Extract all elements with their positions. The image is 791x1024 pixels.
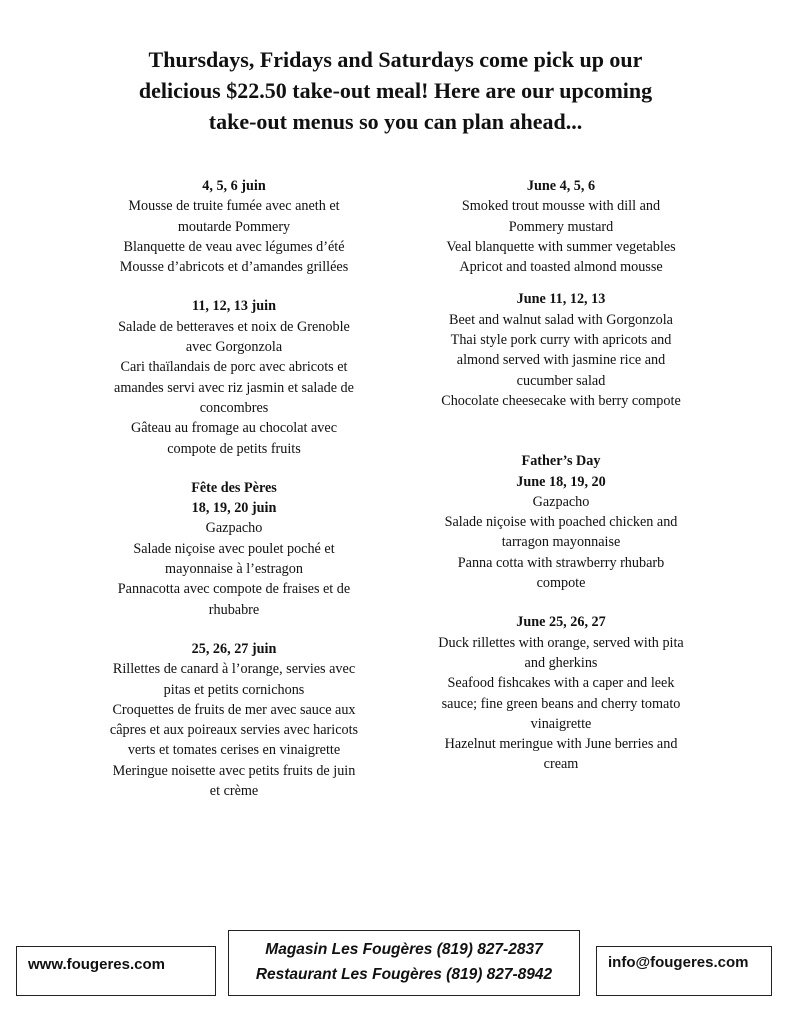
menu-title: Father’s Day: [521, 453, 601, 470]
menu-date: 25, 26, 27 juin: [191, 640, 277, 657]
english-menu-june-25-27: [418, 612, 704, 774]
menu-item: Blanquette de veau avec légumes d’été: [123, 238, 345, 255]
english-menu-june-4-6: [418, 176, 704, 277]
menu-item: cucumber salad: [516, 372, 606, 389]
english-menu-fathers-day: [418, 451, 704, 593]
menu-item: Smoked trout mousse with dill and: [461, 198, 661, 215]
menu-date: 4, 5, 6 juin: [202, 178, 266, 194]
menu-item: mayonnaise à l’estragon: [165, 561, 303, 578]
menu-date: June 18, 19, 20: [516, 473, 606, 490]
menu-item: Mousse de truite fumée avec aneth et: [128, 198, 340, 215]
menu-item: and gherkins: [524, 654, 598, 671]
menu-item: Seafood fishcakes with a caper and leek: [447, 675, 675, 692]
menu-item: sauce; fine green beans and cherry tomato: [441, 695, 681, 712]
menu-date: June 25, 26, 27: [516, 614, 606, 631]
restaurant-phone: Restaurant Les Fougères (819) 827-8942: [255, 966, 553, 983]
menu-item: Salade niçoise with poached chicken and: [444, 514, 678, 531]
menu-item: moutarde Pommery: [177, 218, 291, 235]
headline: [60, 44, 731, 137]
menu-item: Gâteau au fromage au chocolat avec: [131, 420, 337, 437]
french-menu-june-4-6: [96, 176, 372, 277]
menu-item: Panna cotta with strawberry rhubarb: [457, 554, 665, 571]
menu-item: Gazpacho: [532, 493, 590, 510]
menu-item: rhubabre: [208, 601, 260, 618]
menu-item: Croquettes de fruits de mer avec sauce aux: [112, 701, 356, 718]
menu-item: verts et tomates cerises en vinaigrette: [127, 742, 341, 759]
menu-item: Hazelnut meringue with June berries and: [444, 736, 678, 753]
menu-item: vinaigrette: [530, 715, 592, 732]
email-link[interactable]: info@fougeres.com: [608, 954, 749, 971]
menu-item: compote: [536, 575, 586, 592]
menu-date: 18, 19, 20 juin: [191, 500, 277, 517]
email-box: [596, 946, 772, 996]
menu-title: Fête des Pères: [191, 479, 277, 496]
menu-item: Beet and walnut salad with Gorgonzola: [449, 311, 673, 328]
menu-item: câpres et aux poireaux servies avec haricots: [109, 722, 359, 739]
menu-item: Veal blanquette with summer vegetables: [446, 238, 676, 255]
menu-item: Rillettes de canard à l’orange, servies avec: [112, 661, 356, 678]
headline-line-1: Thursdays, Fridays and Saturdays come pick up our: [148, 47, 643, 72]
menu-item: amandes servi avec riz jasmin et salade de: [114, 379, 354, 396]
menu-item: Apricot and toasted almond mousse: [459, 259, 663, 276]
website-link[interactable]: www.fougeres.com: [28, 956, 165, 973]
menu-item: Cari thaïlandais de porc avec abricots et: [120, 359, 348, 376]
french-menu-june-25-27: [96, 639, 372, 801]
menu-item: Salade niçoise avec poulet poché et: [133, 540, 335, 557]
menu-item: avec Gorgonzola: [185, 339, 283, 356]
menu-date: June 4, 5, 6: [526, 178, 596, 194]
headline-line-2: delicious $22.50 take-out meal! Here are our upcoming: [138, 78, 653, 103]
menu-date: 11, 12, 13 juin: [192, 298, 276, 315]
menu-item: Thai style pork curry with apricots and: [450, 332, 672, 349]
menu-item: concombres: [199, 399, 269, 416]
menu-item: Salade de betteraves et noix de Grenoble: [118, 318, 350, 335]
menu-item: pitas et petits cornichons: [163, 681, 305, 698]
menu-item: cream: [543, 756, 579, 773]
english-menus-column: [418, 176, 704, 775]
menu-item: Meringue noisette avec petits fruits de juin: [112, 762, 356, 779]
menu-item: Gazpacho: [205, 520, 263, 537]
menu-item: Pommery mustard: [508, 218, 614, 235]
english-menu-june-11-13: [418, 289, 704, 411]
french-menu-june-11-13: [96, 296, 372, 458]
headline-line-3: take-out menus so you can plan ahead...: [208, 109, 583, 134]
store-phone: Magasin Les Fougères (819) 827-2837: [265, 941, 543, 958]
menu-item: Mousse d’abricots et d’amandes grillées: [119, 259, 349, 276]
website-box: [16, 946, 216, 996]
menu-item: compote de petits fruits: [167, 440, 301, 457]
menu-item: Duck rillettes with orange, served with pita: [438, 634, 684, 651]
menu-item: Pannacotta avec compote de fraises et de: [117, 581, 351, 598]
menu-date: June 11, 12, 13: [516, 291, 606, 308]
french-menu-fete-des-peres: [96, 478, 372, 620]
menu-item: Chocolate cheesecake with berry compote: [441, 392, 681, 409]
menu-item: almond served with jasmine rice and: [456, 352, 666, 369]
menu-item: et crème: [209, 783, 259, 800]
menu-item: tarragon mayonnaise: [501, 534, 621, 551]
phone-box: [228, 930, 580, 996]
french-menus-column: [96, 176, 372, 801]
